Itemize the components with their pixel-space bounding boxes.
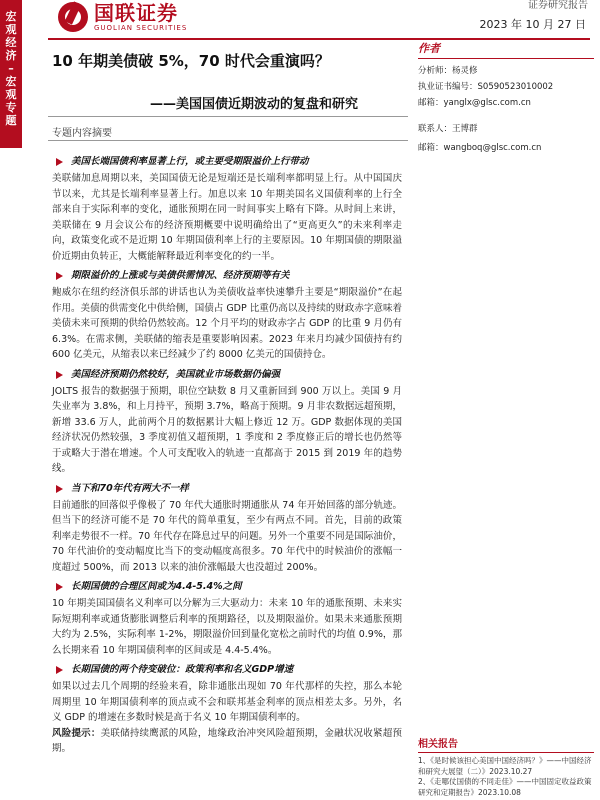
triangle-bullet-icon — [56, 158, 63, 166]
category-char: 观 — [5, 88, 17, 101]
section-paragraph: JOLTS 报告的数据强于预期，职位空缺数 8 月又重新回到 900 万以上。美国 9 月失业率为 3.8%，和上月持平，预期 3.7%，略高于预期。9 月非农数据远超预期，新增 33.6 万人，此前两个月的数据累计大幅上修近 12 万。GDP 数据体现的美国经济状况仍然较强，3 季度初值又超预期，1 季度和 2 季度修正后的增长也仍然等于或略大于潜在增速。个人可支配收入的轨迹一直都高于 2015 到 2019 年的趋势线。 — [52, 385, 402, 474]
section-paragraph: 美联储加息周期以来，美国国债无论是短端还是长端利率都明显上行。从中国国庆节以来，尤其是长端利率显著上行。加息以来 10 年期美国名义国债利率的上行全部来自于实际利率的变化，通胀预期在同一时间事实上略有下降。从时间上来讲，美联储在 9 月会议公布的经济预期概要中说明确给出了“更高更久”的未来利率走向，政策变化或不是近期 10 年期国债利率上行的主要原因。10 年期国债的期限溢价近期由负转正，大概能解释最近利率变化的约一半。 — [52, 173, 402, 262]
related-report-link[interactable]: 2、《走哪仗国债的不同走佳》——中国固定收益政策研究和定期报告》2023.10.08 — [418, 777, 592, 797]
summary-body — [52, 150, 402, 757]
contact-name: 联系人：王博群 — [418, 124, 478, 134]
cert-line: 执业证书编号：S0590523010002 — [418, 82, 554, 92]
related-reports — [418, 735, 594, 798]
company-logo — [58, 2, 187, 32]
category-char: 专 — [5, 101, 17, 114]
logo-name-en: GUOLIAN SECURITIES — [94, 24, 188, 32]
triangle-bullet-icon — [56, 583, 63, 591]
category-char: 济 — [5, 49, 17, 62]
category-tab — [0, 0, 22, 148]
category-char: 题 — [5, 114, 17, 127]
section-heading: 长期国债的合理区间或为4.4-5.4%之间 — [52, 581, 402, 593]
triangle-bullet-icon — [56, 272, 63, 280]
analyst-email[interactable]: 邮箱：yanglx@glsc.com.cn — [418, 98, 531, 108]
triangle-bullet-icon — [56, 666, 63, 674]
logo-name-cn: 国联证券 — [94, 1, 178, 25]
contact-panel — [418, 120, 541, 158]
logo-mark-icon — [58, 2, 88, 32]
author-divider — [418, 58, 594, 59]
section-heading: 当下和70年代有两大不一样 — [52, 483, 402, 495]
report-subtitle: ——美国国债近期波动的复盘和研究 — [150, 97, 359, 112]
section-heading: 长期国债的两个待变破位：政策利率和名义GDP增速 — [52, 664, 402, 676]
category-char: 经 — [5, 36, 17, 49]
section-paragraph: 10 年期美国国债名义利率可以分解为三大驱动力：未来 10 年的通胀预期、未来实际短期利率或通货膨胀调整后利率的预期路径，以及期限溢价。如果未来通胀预期大约为 2.5%，实际利率 1-2%，期限溢价回到量化宽松之前时代的均值 0.9%，那么长期来看 10 年期国债利率的区间或是 4.4-5.4%。 — [52, 598, 402, 656]
section-paragraph: 如果以过去几个周期的经验来看，除非通胀出现如 70 年代那样的失控，那么本轮周期里 10 年期国债利率的顶点或不会和联邦基金利率的顶点相差太多。另外，名义 GDP 的增速在多数时候是高于名义 10 年期国债利率的。 — [52, 681, 402, 723]
category-char: 宏 — [5, 75, 17, 88]
title-divider — [48, 116, 408, 117]
section-heading: 美国长端国债利率显著上行，或主要受期限溢价上行带动 — [52, 156, 402, 168]
report-title: 10 年期美债破 5%，70 时代会重演吗？ — [52, 52, 330, 70]
summary-divider — [48, 140, 408, 141]
section-paragraph: 目前通胀的回落似乎像极了 70 年代大通胀时期通胀从 74 年开始回落的部分轨迹。但当下的经济可能不是 70 年代的简单重复，至少有两点不同。首先，目前的政策利率走势很不一样。70 年代存在降息过早的问题。另外一个重要不同是国际油价，70 年代油价的变动幅度比当下的变动幅度高很多。70 年代中的时候油价的涨幅一度超过 500%，而 2013 以来的油价涨幅最大也没超过 200%。 — [52, 499, 402, 573]
related-divider — [418, 752, 594, 753]
risk-warning: 风险提示：美联储持续鹰派的风险，地缘政治冲突风险超预期，金融状况收紧超预期。 — [52, 727, 402, 754]
category-char: 观 — [5, 23, 17, 36]
category-char: 宏 — [5, 10, 17, 23]
triangle-bullet-icon — [56, 485, 63, 493]
section-heading: 美国经济预期仍然较好，美国就业市场数据仍偏强 — [52, 369, 402, 381]
author-panel — [418, 40, 594, 111]
analyst-line: 分析师：杨灵修 — [418, 66, 478, 76]
section-heading: 期限溢价的上涨或与美债供需情况、经济预期等有关 — [52, 270, 402, 282]
triangle-bullet-icon — [56, 371, 63, 379]
category-char: – — [8, 62, 14, 75]
contact-email[interactable]: 邮箱：wangboq@glsc.com.cn — [418, 143, 542, 153]
report-date: 2023 年 10 月 27 日 — [479, 18, 586, 31]
section-paragraph: 鲍威尔在纽约经济俱乐部的讲话也认为美债收益率快速攀升主要是“期限溢价”在起作用。美债的供需变化中供给侧，国债占 GDP 比重仍高以及持续的财政赤字意味着美债未来可预期的供给仍然较高。12 个月平均的财政赤字占 GDP 的比重 9 月仍有 6.3%。在需求侧，美联储的缩表是重要影响因素。2023 年来月均减少国债持有约 600 亿美元，从缩表以来已经减少了约 8000 亿美元的国债持仓。 — [52, 287, 402, 360]
related-report-link[interactable]: 1、《是时候该担心美国中国经济吗？》——中国经济和研究大展望（二）》2023.10.27 — [418, 756, 592, 776]
summary-label: 专题内容摘要 — [52, 128, 112, 139]
sidebar — [0, 0, 22, 800]
author-heading: 作者 — [418, 42, 440, 55]
related-heading: 相关报告 — [418, 739, 458, 750]
report-type: 证券研究报告 — [528, 0, 588, 11]
